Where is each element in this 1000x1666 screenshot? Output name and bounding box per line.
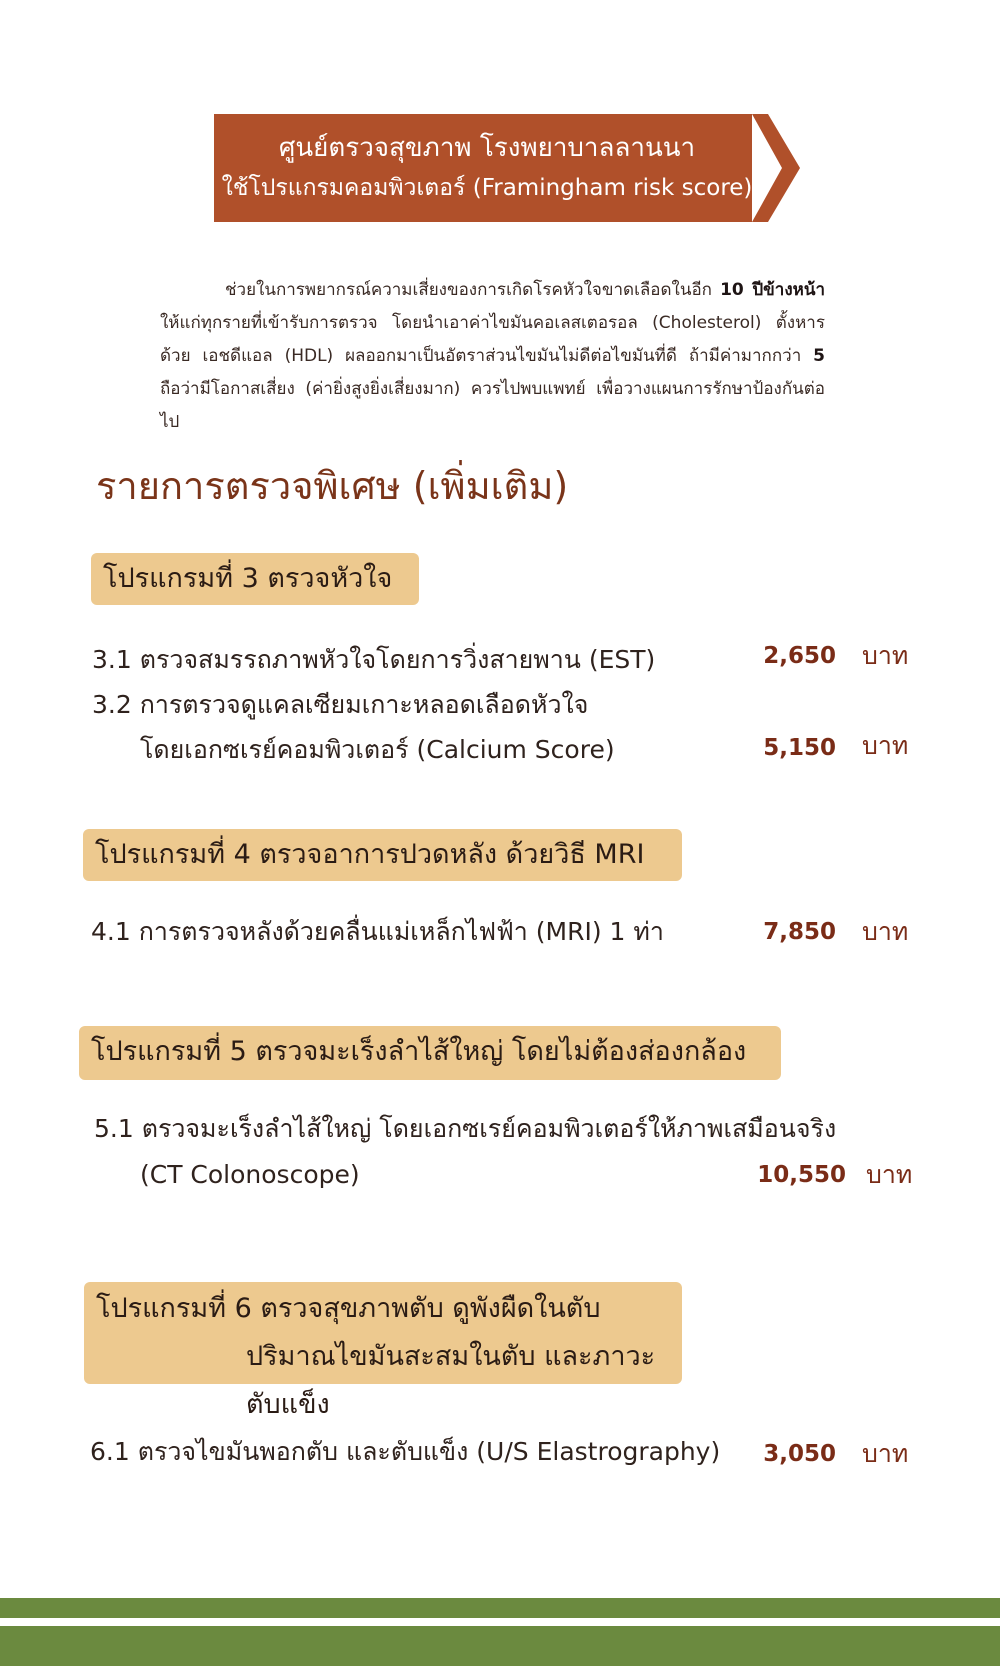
- program-6-heading-line2: ปริมาณไขมันสะสมในตับ และภาวะตับแข็ง: [246, 1341, 656, 1420]
- item-3-2-unit: บาท: [862, 731, 909, 760]
- item-5-1-label-line1: 5.1 ตรวจมะเร็งลำไส้ใหญ่ โดยเอกซเรย์คอมพิวเตอร์ให้ภาพเสมือนจริง: [94, 1114, 837, 1143]
- header-banner: [214, 114, 760, 222]
- item-5-1-label-line2: (CT Colonoscope): [140, 1160, 360, 1189]
- intro-text-2: ให้แก่ทุกรายที่เข้ารับการตรวจ โดยนำเอาค่าไขมันคอเลสเตอรอล (Cholesterol) ตั้งหารด้วย เอชดีแอล (HDL) ผลออกมาเป็นอัตราส่วนไขมันไม่ดีต่อไขมันที่ดี ถ้ามีค่ามากกว่า: [160, 313, 825, 366]
- item-4-1-price: 7,850: [763, 919, 836, 945]
- program-3-heading: โปรแกรมที่ 3 ตรวจหัวใจ: [91, 553, 419, 605]
- program-5-heading: โปรแกรมที่ 5 ตรวจมะเร็งลำไส้ใหญ่ โดยไม่ต้องส่องกล้อง: [79, 1026, 781, 1080]
- intro-text-3: ถือว่ามีโอกาสเสี่ยง (ค่ายิ่งสูงยิ่งเสี่ยงมาก) ควรไปพบแพทย์ เพื่อวางแผนการรักษาป้องกันต่อไป: [160, 379, 825, 432]
- intro-paragraph: [160, 274, 825, 439]
- item-6-1-label: 6.1 ตรวจไขมันพอกตับ และตับแข็ง (U/S Elastrography): [90, 1437, 721, 1466]
- item-3-1-price: 2,650: [763, 643, 836, 669]
- item-3-2-label-line1: 3.2 การตรวจดูแคลเซียมเกาะหลอดเลือดหัวใจ: [92, 690, 589, 719]
- intro-text-1: ช่วยในการพยากรณ์ความเสี่ยงของการเกิดโรคหัวใจขาดเลือดในอีก: [225, 280, 721, 300]
- program-6-heading: [84, 1282, 682, 1420]
- intro-bold-years: 10 ปีข้างหน้า: [720, 280, 825, 300]
- banner-subtitle: ใช้โปรแกรมคอมพิวเตอร์ (Framingham risk score): [221, 175, 753, 201]
- item-3-1-label: 3.1 ตรวจสมรรถภาพหัวใจโดยการวิ่งสายพาน (EST): [92, 645, 656, 674]
- footer-band-thick: [0, 1626, 1000, 1666]
- item-3-2-label-line2: โดยเอกซเรย์คอมพิวเตอร์ (Calcium Score): [140, 735, 615, 764]
- item-3-1-unit: บาท: [862, 641, 909, 670]
- item-3-2-price: 5,150: [763, 735, 836, 761]
- section-title: รายการตรวจพิเศษ (เพิ่มเติม): [96, 464, 569, 508]
- program-4-heading: โปรแกรมที่ 4 ตรวจอาการปวดหลัง ด้วยวิธี MRI: [83, 829, 682, 881]
- banner-title: ศูนย์ตรวจสุขภาพ โรงพยาบาลลานนา: [278, 133, 696, 163]
- item-4-1-unit: บาท: [862, 917, 909, 946]
- item-5-1-unit: บาท: [866, 1160, 913, 1189]
- item-6-1-unit: บาท: [862, 1439, 909, 1468]
- item-5-1-price: 10,550: [757, 1162, 846, 1188]
- item-6-1-price: 3,050: [763, 1441, 836, 1467]
- program-6-heading-line1: โปรแกรมที่ 6 ตรวจสุขภาพตับ ดูพังผืดในตับ: [96, 1293, 601, 1324]
- chevron-right-icon: [752, 114, 804, 222]
- intro-bold-ratio: 5: [813, 346, 825, 366]
- footer-band-thin: [0, 1598, 1000, 1618]
- item-4-1-label: 4.1 การตรวจหลังด้วยคลื่นแม่เหล็กไฟฟ้า (MRI) 1 ท่า: [91, 917, 664, 946]
